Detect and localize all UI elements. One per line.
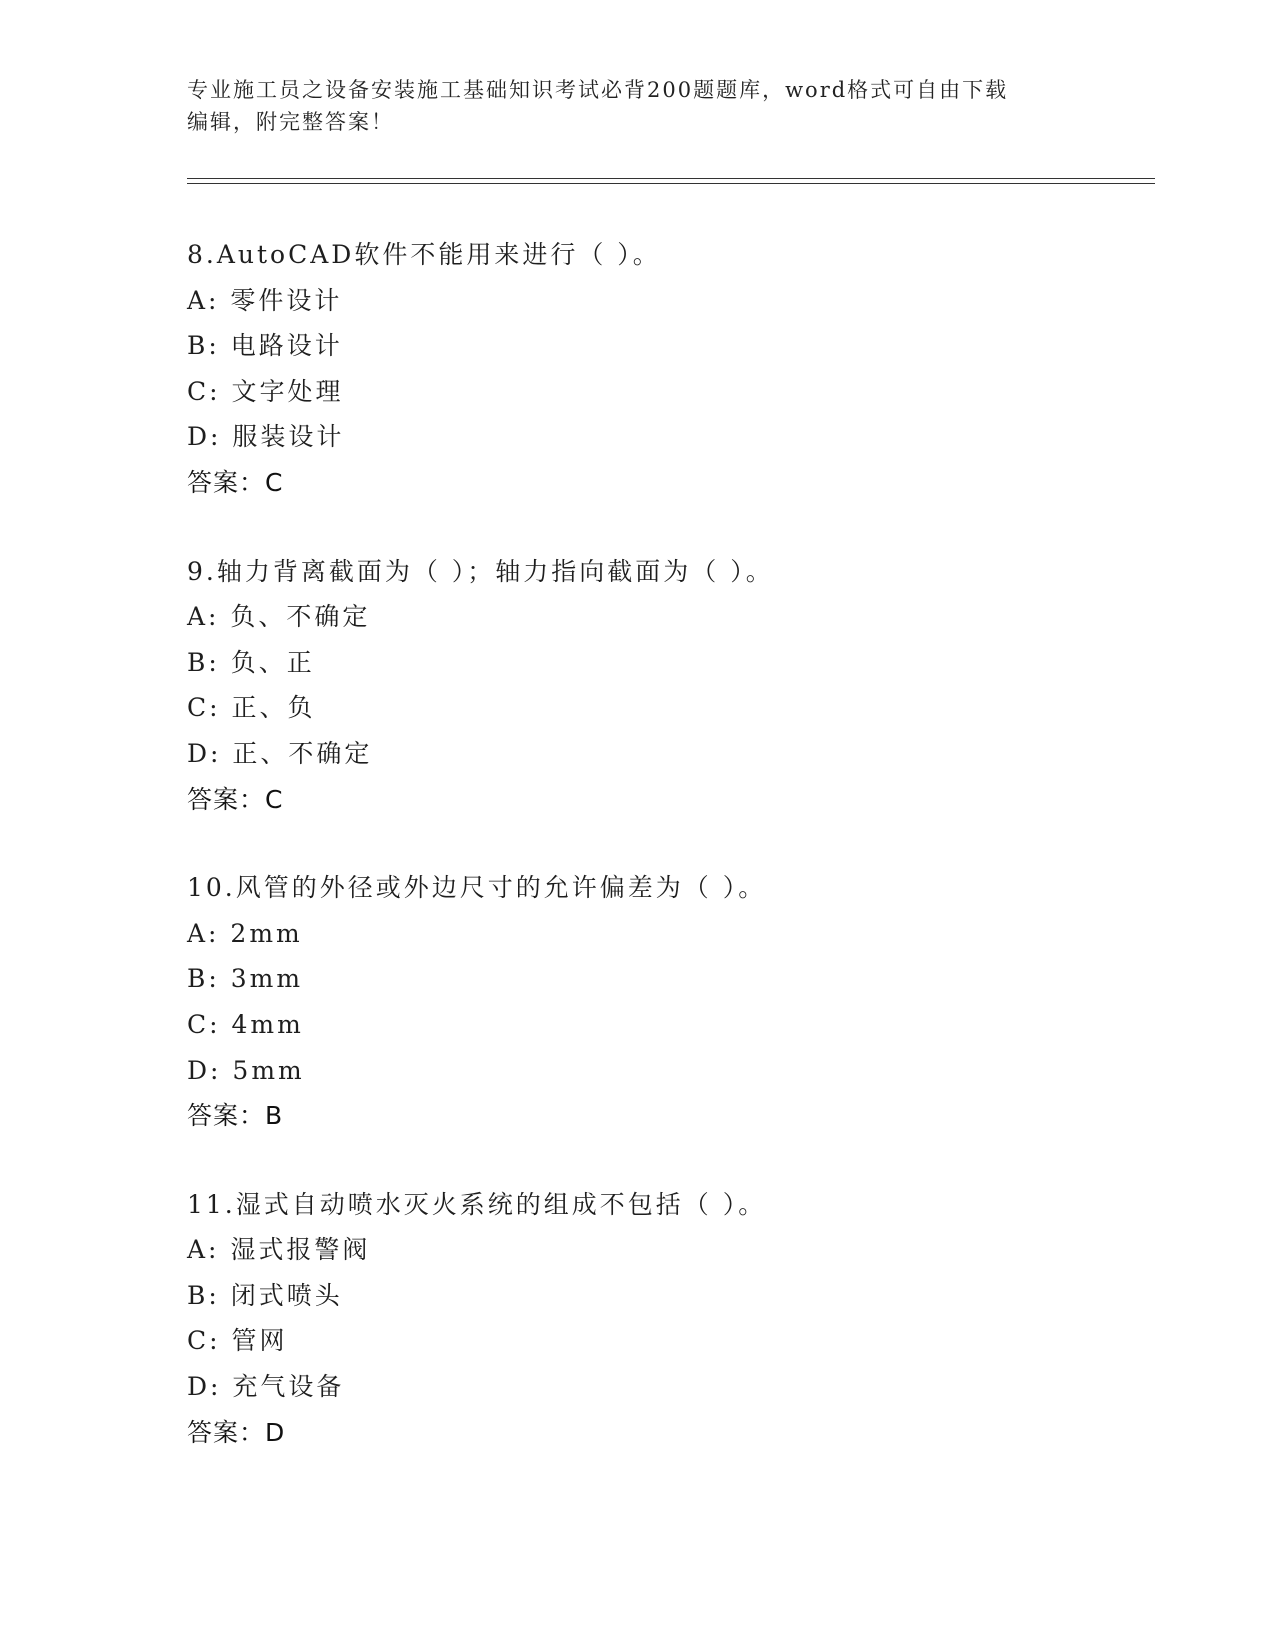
question-10 <box>187 865 1147 1139</box>
question-stem: 9.轴力背离截面为（ ）；轴力指向截面为（ ）。 <box>187 556 774 586</box>
document-header <box>187 74 1067 138</box>
option-b: B: 3mm <box>187 964 304 994</box>
option-b: B: 电路设计 <box>187 331 343 361</box>
option-d: D: 5mm <box>187 1055 305 1085</box>
answer: 答案：C <box>187 784 284 814</box>
question-11 <box>187 1182 1147 1456</box>
header-rule-bottom <box>187 183 1155 184</box>
header-line-2: 编辑，附完整答案！ <box>187 110 394 134</box>
option-d: D: 服装设计 <box>187 422 345 452</box>
answer: 答案：C <box>187 467 284 497</box>
option-d: D: 正、不确定 <box>187 738 373 768</box>
option-b: B: 闭式喷头 <box>187 1280 343 1310</box>
option-a: A: 负、不确定 <box>187 602 371 632</box>
option-c: C: 文字处理 <box>187 376 344 406</box>
option-c: C: 4mm <box>187 1009 304 1039</box>
option-c: C: 管网 <box>187 1326 288 1356</box>
option-a: A: 零件设计 <box>187 285 343 315</box>
option-a: A: 2mm <box>187 918 303 948</box>
question-stem: 8.AutoCAD软件不能用来进行（ ）。 <box>187 240 661 269</box>
answer: 答案：B <box>187 1101 284 1131</box>
header-rule-top <box>187 178 1155 179</box>
question-9 <box>187 549 1147 823</box>
question-list <box>187 232 1147 1498</box>
option-c: C: 正、负 <box>187 693 316 723</box>
option-b: B: 负、正 <box>187 647 315 677</box>
question-8 <box>187 232 1147 506</box>
answer: 答案：D <box>187 1417 286 1447</box>
option-a: A: 湿式报警阀 <box>187 1235 371 1265</box>
option-d: D: 充气设备 <box>187 1372 345 1402</box>
question-stem: 10.风管的外径或外边尺寸的允许偏差为（ ）。 <box>187 873 767 903</box>
question-stem: 11.湿式自动喷水灭火系统的组成不包括（ ）。 <box>187 1189 767 1219</box>
header-line-1: 专业施工员之设备安装施工基础知识考试必背200题题库，word格式可自由下载 <box>187 78 1009 102</box>
